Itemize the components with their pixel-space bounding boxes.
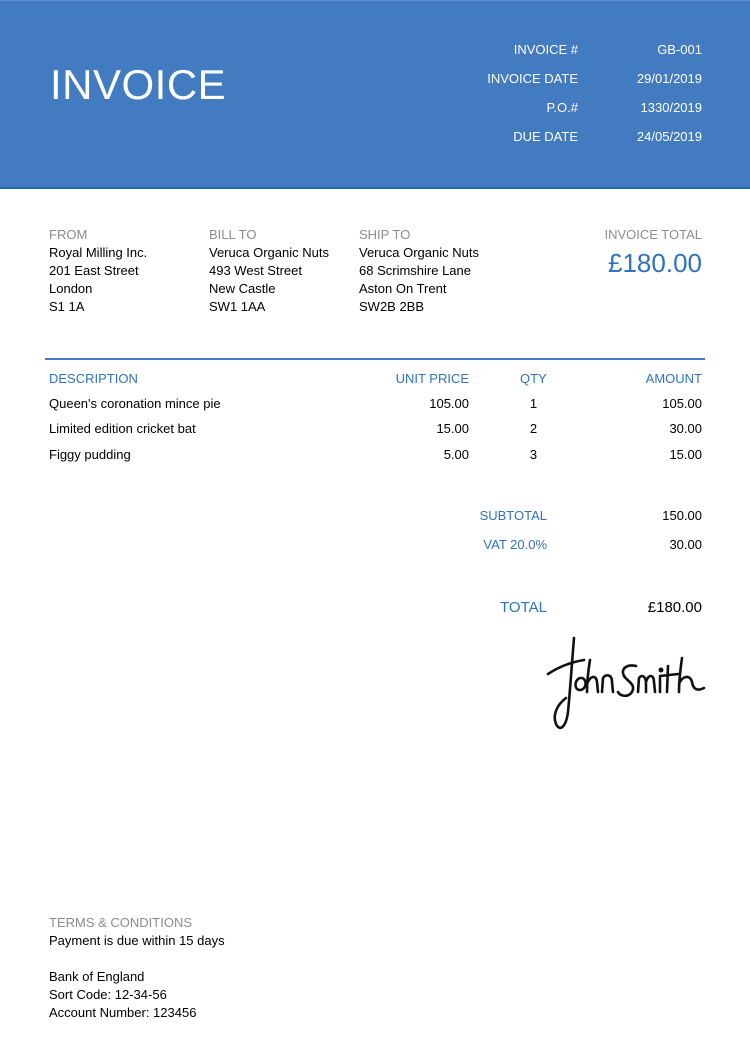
meta-row-invoice-number bbox=[0, 41, 750, 59]
total-value: £180.00 bbox=[647, 599, 702, 616]
item-amount: 15.00 bbox=[669, 447, 702, 462]
ship-to-block bbox=[359, 226, 479, 316]
meta-label: DUE DATE bbox=[513, 129, 578, 144]
meta-row-invoice-date bbox=[0, 70, 750, 88]
meta-value: 1330/2019 bbox=[640, 100, 702, 115]
meta-row-due-date bbox=[0, 128, 750, 146]
item-description: Limited edition cricket bat bbox=[49, 421, 196, 436]
total-label: TOTAL bbox=[500, 599, 547, 616]
address-line: SW1 1AA bbox=[209, 299, 266, 314]
address-line: Aston On Trent bbox=[359, 281, 447, 296]
item-qty: 3 bbox=[529, 447, 538, 462]
item-unit-price: 5.00 bbox=[443, 447, 469, 462]
address-line: 201 East Street bbox=[49, 263, 139, 278]
ship-to-label: SHIP TO bbox=[359, 227, 411, 242]
item-description: Queen's coronation mince pie bbox=[49, 396, 221, 411]
table-row bbox=[0, 395, 750, 413]
invoice-total-value: £180.00 bbox=[608, 248, 702, 278]
vat-value: 30.00 bbox=[669, 537, 702, 552]
address-line: New Castle bbox=[209, 281, 276, 296]
column-header-description: DESCRIPTION bbox=[49, 371, 138, 386]
item-unit-price: 105.00 bbox=[429, 396, 469, 411]
invoice-total-label: INVOICE TOTAL bbox=[604, 227, 702, 242]
bill-to-label: BILL TO bbox=[209, 227, 257, 242]
table-row bbox=[0, 446, 750, 464]
table-divider bbox=[45, 358, 705, 360]
invoice-title: INVOICE bbox=[50, 61, 227, 108]
bill-to-block bbox=[209, 226, 329, 316]
address-line: London bbox=[49, 281, 93, 296]
meta-label: INVOICE # bbox=[513, 42, 578, 57]
meta-value: 24/05/2019 bbox=[636, 129, 702, 144]
meta-value: GB-001 bbox=[657, 42, 702, 57]
payment-terms: Payment is due within 15 days bbox=[49, 933, 225, 948]
meta-label: P.O.# bbox=[546, 100, 578, 115]
terms-label: TERMS & CONDITIONS bbox=[49, 915, 193, 930]
item-amount: 105.00 bbox=[662, 396, 702, 411]
sort-code: Sort Code: 12-34-56 bbox=[49, 987, 167, 1002]
vat-label: VAT 20.0% bbox=[483, 537, 547, 552]
spacer bbox=[49, 950, 225, 968]
item-unit-price: 15.00 bbox=[436, 421, 469, 436]
column-header-qty: QTY bbox=[520, 371, 547, 386]
item-qty: 1 bbox=[529, 396, 538, 411]
from-label: FROM bbox=[49, 227, 88, 242]
account-number: Account Number: 123456 bbox=[49, 1005, 197, 1020]
address-line: Veruca Organic Nuts bbox=[209, 245, 329, 260]
address-line: SW2B 2BB bbox=[359, 299, 425, 314]
invoice-header bbox=[0, 0, 750, 189]
meta-label: INVOICE DATE bbox=[487, 71, 578, 86]
item-amount: 30.00 bbox=[669, 421, 702, 436]
meta-value: 29/01/2019 bbox=[636, 71, 702, 86]
column-header-amount: AMOUNT bbox=[645, 371, 702, 386]
terms-section bbox=[49, 914, 225, 1022]
item-description: Figgy pudding bbox=[49, 447, 131, 462]
column-header-unit-price: UNIT PRICE bbox=[395, 371, 469, 386]
address-line: 493 West Street bbox=[209, 263, 302, 278]
item-qty: 2 bbox=[529, 421, 538, 436]
signature-icon bbox=[540, 632, 715, 742]
bank-name: Bank of England bbox=[49, 969, 145, 984]
address-line: Veruca Organic Nuts bbox=[359, 245, 479, 260]
address-line: 68 Scrimshire Lane bbox=[359, 263, 471, 278]
table-row bbox=[0, 420, 750, 438]
meta-row-po-number bbox=[0, 99, 750, 117]
address-line: Royal Milling Inc. bbox=[49, 245, 148, 260]
address-line: S1 1A bbox=[49, 299, 85, 314]
subtotal-label: SUBTOTAL bbox=[479, 508, 547, 523]
subtotal-value: 150.00 bbox=[662, 508, 702, 523]
from-block bbox=[49, 226, 147, 316]
